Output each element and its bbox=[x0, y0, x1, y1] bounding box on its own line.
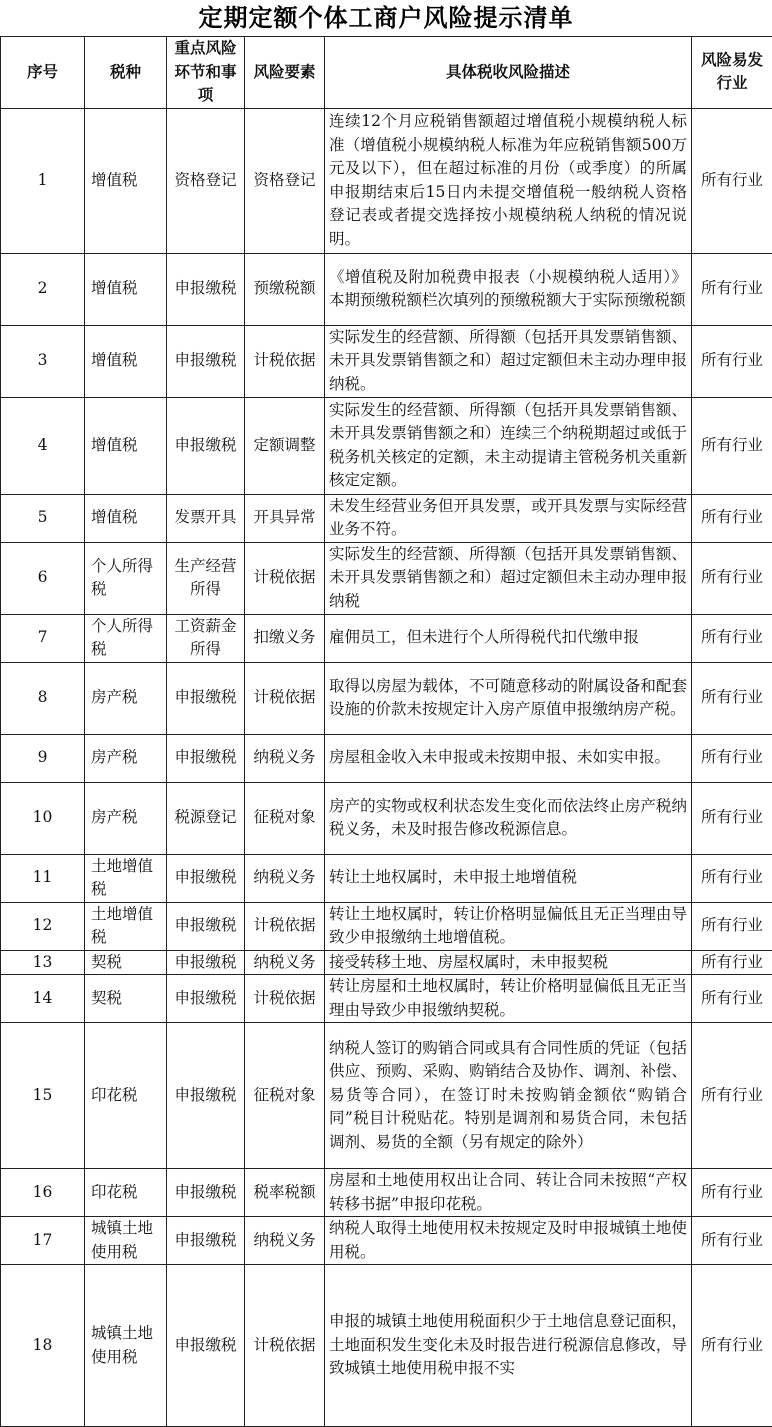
cell-key: 申报缴税 bbox=[167, 1023, 245, 1169]
cell-key: 生产经营所得 bbox=[167, 542, 245, 614]
cell-risk: 计税依据 bbox=[245, 975, 325, 1023]
cell-industry: 所有行业 bbox=[692, 662, 772, 734]
risk-table bbox=[0, 36, 772, 1427]
cell-risk: 预缴税额 bbox=[245, 253, 325, 325]
table-row bbox=[1, 1217, 772, 1265]
table-row bbox=[1, 108, 772, 253]
cell-desc: 未发生经营业务但开具发票，或开具发票与实际经营业务不符。 bbox=[325, 494, 692, 542]
cell-risk: 税率税额 bbox=[245, 1169, 325, 1217]
cell-tax: 增值税 bbox=[85, 325, 167, 397]
cell-seq: 5 bbox=[1, 494, 85, 542]
cell-key: 申报缴税 bbox=[167, 950, 245, 975]
cell-key: 申报缴税 bbox=[167, 902, 245, 950]
cell-risk: 计税依据 bbox=[245, 902, 325, 950]
cell-seq: 4 bbox=[1, 397, 85, 494]
cell-key: 税源登记 bbox=[167, 782, 245, 854]
cell-tax: 土地增值税 bbox=[85, 854, 167, 902]
cell-risk: 计税依据 bbox=[245, 542, 325, 614]
cell-tax: 个人所得税 bbox=[85, 542, 167, 614]
cell-seq: 2 bbox=[1, 253, 85, 325]
cell-industry: 所有行业 bbox=[692, 782, 772, 854]
cell-tax: 增值税 bbox=[85, 494, 167, 542]
cell-risk: 征税对象 bbox=[245, 782, 325, 854]
cell-seq: 16 bbox=[1, 1169, 85, 1217]
cell-industry: 所有行业 bbox=[692, 397, 772, 494]
table-row bbox=[1, 950, 772, 975]
cell-risk: 开具异常 bbox=[245, 494, 325, 542]
cell-tax: 土地增值税 bbox=[85, 902, 167, 950]
cell-desc: 纳税人签订的购销合同或具有合同性质的凭证（包括供应、预购、采购、购销结合及协作、调剂、补偿、易货等合同），在签订时未按购销金额依“购销合同”税目计税贴花。特别是调剂和易货合同，未包括调剂、易货的全额（另有规定的除外） bbox=[325, 1023, 692, 1169]
cell-seq: 6 bbox=[1, 542, 85, 614]
cell-key: 工资薪金所得 bbox=[167, 614, 245, 662]
cell-desc: 《增值税及附加税费申报表（小规模纳税人适用）》本期预缴税额栏次填列的预缴税额大于实际预缴税额 bbox=[325, 253, 692, 325]
header-industry: 风险易发行业 bbox=[692, 37, 772, 109]
cell-risk: 纳税义务 bbox=[245, 854, 325, 902]
cell-desc: 连续12个月应税销售额超过增值税小规模纳税人标准（增值税小规模纳税人标准为年应税销售额500万元及以下），但在超过标准的月份（或季度）的所属申报期结束后15日内未提交增值税一般纳税人资格登记表或者提交选择按小规模纳税人纳税的情况说明。 bbox=[325, 108, 692, 253]
cell-seq: 17 bbox=[1, 1217, 85, 1265]
cell-key: 申报缴税 bbox=[167, 1169, 245, 1217]
page-title: 定期定额个体工商户风险提示清单 bbox=[0, 0, 772, 36]
cell-risk: 定额调整 bbox=[245, 397, 325, 494]
cell-industry: 所有行业 bbox=[692, 854, 772, 902]
cell-seq: 14 bbox=[1, 975, 85, 1023]
cell-seq: 3 bbox=[1, 325, 85, 397]
cell-desc: 取得以房屋为载体，不可随意移动的附属设备和配套设施的价款未按规定计入房产原值申报缴纳房产税。 bbox=[325, 662, 692, 734]
cell-key: 申报缴税 bbox=[167, 325, 245, 397]
cell-seq: 9 bbox=[1, 734, 85, 782]
cell-industry: 所有行业 bbox=[692, 902, 772, 950]
cell-seq: 15 bbox=[1, 1023, 85, 1169]
cell-desc: 雇佣员工，但未进行个人所得税代扣代缴申报 bbox=[325, 614, 692, 662]
cell-tax: 增值税 bbox=[85, 397, 167, 494]
cell-tax: 个人所得税 bbox=[85, 614, 167, 662]
cell-industry: 所有行业 bbox=[692, 108, 772, 253]
cell-risk: 计税依据 bbox=[245, 325, 325, 397]
cell-industry: 所有行业 bbox=[692, 734, 772, 782]
cell-risk: 计税依据 bbox=[245, 1265, 325, 1427]
table-row bbox=[1, 253, 772, 325]
table-row bbox=[1, 1265, 772, 1427]
cell-risk: 扣缴义务 bbox=[245, 614, 325, 662]
cell-risk: 征税对象 bbox=[245, 1023, 325, 1169]
table-row bbox=[1, 975, 772, 1023]
cell-risk: 纳税义务 bbox=[245, 950, 325, 975]
cell-risk: 纳税义务 bbox=[245, 734, 325, 782]
cell-tax: 增值税 bbox=[85, 253, 167, 325]
cell-desc: 房屋租金收入未申报或未按期申报、未如实申报。 bbox=[325, 734, 692, 782]
cell-seq: 11 bbox=[1, 854, 85, 902]
cell-risk: 计税依据 bbox=[245, 662, 325, 734]
cell-key: 申报缴税 bbox=[167, 975, 245, 1023]
cell-industry: 所有行业 bbox=[692, 253, 772, 325]
cell-risk: 纳税义务 bbox=[245, 1217, 325, 1265]
header-desc: 具体税收风险描述 bbox=[325, 37, 692, 109]
cell-tax: 印花税 bbox=[85, 1023, 167, 1169]
cell-tax: 城镇土地使用税 bbox=[85, 1217, 167, 1265]
cell-seq: 18 bbox=[1, 1265, 85, 1427]
cell-desc: 接受转移土地、房屋权属时，未申报契税 bbox=[325, 950, 692, 975]
cell-key: 发票开具 bbox=[167, 494, 245, 542]
cell-desc: 实际发生的经营额、所得额（包括开具发票销售额、未开具发票销售额之和）连续三个纳税期超过或低于税务机关核定的定额，未主动提请主管税务机关重新核定定额。 bbox=[325, 397, 692, 494]
cell-key: 申报缴税 bbox=[167, 662, 245, 734]
cell-desc: 转让土地权属时，转让价格明显偏低且无正当理由导致少申报缴纳土地增值税。 bbox=[325, 902, 692, 950]
cell-seq: 10 bbox=[1, 782, 85, 854]
cell-tax: 房产税 bbox=[85, 734, 167, 782]
table-row bbox=[1, 542, 772, 614]
cell-tax: 契税 bbox=[85, 950, 167, 975]
cell-industry: 所有行业 bbox=[692, 1217, 772, 1265]
table-row bbox=[1, 614, 772, 662]
cell-industry: 所有行业 bbox=[692, 1265, 772, 1427]
cell-industry: 所有行业 bbox=[692, 494, 772, 542]
cell-tax: 契税 bbox=[85, 975, 167, 1023]
cell-industry: 所有行业 bbox=[692, 542, 772, 614]
cell-seq: 8 bbox=[1, 662, 85, 734]
cell-desc: 实际发生的经营额、所得额（包括开具发票销售额、未开具发票销售额之和）超过定额但未主动办理申报纳税 bbox=[325, 542, 692, 614]
cell-desc: 房屋和土地使用权出让合同、转让合同未按照“产权转移书据”申报印花税。 bbox=[325, 1169, 692, 1217]
header-risk: 风险要素 bbox=[245, 37, 325, 109]
table-row bbox=[1, 902, 772, 950]
cell-seq: 1 bbox=[1, 108, 85, 253]
table-row bbox=[1, 1023, 772, 1169]
cell-key: 申报缴税 bbox=[167, 1217, 245, 1265]
cell-desc: 转让土地权属时，未申报土地增值税 bbox=[325, 854, 692, 902]
cell-desc: 申报的城镇土地使用税面积少于土地信息登记面积，土地面积发生变化未及时报告进行税源信息修改，导致城镇土地使用税申报不实 bbox=[325, 1265, 692, 1427]
cell-desc: 纳税人取得土地使用权未按规定及时申报城镇土地使用税。 bbox=[325, 1217, 692, 1265]
cell-tax: 印花税 bbox=[85, 1169, 167, 1217]
table-row bbox=[1, 854, 772, 902]
cell-seq: 12 bbox=[1, 902, 85, 950]
header-tax: 税种 bbox=[85, 37, 167, 109]
table-row bbox=[1, 734, 772, 782]
cell-desc: 转让房屋和土地权属时，转让价格明显偏低且无正当理由导致少申报缴纳契税。 bbox=[325, 975, 692, 1023]
cell-tax: 增值税 bbox=[85, 108, 167, 253]
table-row bbox=[1, 782, 772, 854]
header-key: 重点风险环节和事项 bbox=[167, 37, 245, 109]
cell-seq: 7 bbox=[1, 614, 85, 662]
cell-key: 申报缴税 bbox=[167, 1265, 245, 1427]
cell-industry: 所有行业 bbox=[692, 975, 772, 1023]
cell-tax: 房产税 bbox=[85, 782, 167, 854]
cell-tax: 房产税 bbox=[85, 662, 167, 734]
cell-key: 资格登记 bbox=[167, 108, 245, 253]
table-row bbox=[1, 397, 772, 494]
cell-risk: 资格登记 bbox=[245, 108, 325, 253]
cell-desc: 实际发生的经营额、所得额（包括开具发票销售额、未开具发票销售额之和）超过定额但未主动办理申报纳税。 bbox=[325, 325, 692, 397]
cell-industry: 所有行业 bbox=[692, 1169, 772, 1217]
header-row bbox=[1, 37, 772, 109]
table-row bbox=[1, 494, 772, 542]
cell-tax: 城镇土地使用税 bbox=[85, 1265, 167, 1427]
header-seq: 序号 bbox=[1, 37, 85, 109]
cell-industry: 所有行业 bbox=[692, 325, 772, 397]
cell-key: 申报缴税 bbox=[167, 253, 245, 325]
table-row bbox=[1, 325, 772, 397]
table-row bbox=[1, 1169, 772, 1217]
cell-industry: 所有行业 bbox=[692, 614, 772, 662]
cell-desc: 房产的实物或权利状态发生变化而依法终止房产税纳税义务，未及时报告修改税源信息。 bbox=[325, 782, 692, 854]
cell-key: 申报缴税 bbox=[167, 397, 245, 494]
cell-industry: 所有行业 bbox=[692, 1023, 772, 1169]
cell-key: 申报缴税 bbox=[167, 734, 245, 782]
cell-key: 申报缴税 bbox=[167, 854, 245, 902]
cell-seq: 13 bbox=[1, 950, 85, 975]
cell-industry: 所有行业 bbox=[692, 950, 772, 975]
table-row bbox=[1, 662, 772, 734]
